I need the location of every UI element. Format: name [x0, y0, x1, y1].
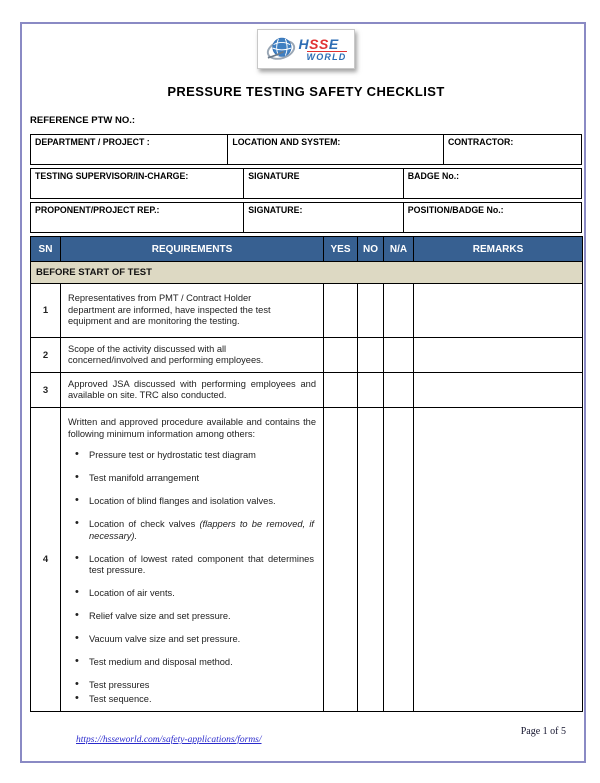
row-3-remarks-cell[interactable] — [414, 373, 583, 408]
header-requirements: REQUIREMENTS — [61, 237, 324, 262]
row-2-requirement: Scope of the activity discussed with all concerned/involved and performing employees. — [61, 338, 324, 373]
row-3-no-cell[interactable] — [358, 373, 384, 408]
row-4-bullet-list — [75, 450, 316, 705]
location-system-field[interactable] — [227, 135, 443, 164]
globe-icon — [266, 35, 296, 63]
position-badge-label: POSITION/BADGE No.: — [407, 205, 504, 215]
header-yes: YES — [324, 237, 358, 262]
row-2-sn: 2 — [31, 338, 61, 373]
page-number: Page 1 of 5 — [520, 726, 566, 737]
header-na: N/A — [384, 237, 414, 262]
list-item: • Vacuum valve size and set pressure. — [75, 634, 316, 646]
list-item: • Test sequence. — [75, 694, 316, 706]
row-3-requirement: Approved JSA discussed with performing employees and available on site. TRC also conducted. — [61, 373, 324, 408]
proponent-signature-field[interactable] — [243, 203, 403, 232]
logo-wordmark — [299, 37, 347, 62]
row-4-na-cell[interactable] — [384, 408, 414, 712]
info-row-supervisor — [30, 168, 582, 199]
list-item: • Location of check valves (flappers to be removed, if necessary). — [75, 519, 316, 542]
row-4-intro: Written and approved procedure available and contains the following minimum information among others: — [68, 417, 316, 439]
list-item: • Test medium and disposal method. — [75, 657, 316, 669]
row-4-yes-cell[interactable] — [324, 408, 358, 712]
row-2-remarks-cell[interactable] — [414, 338, 583, 373]
testing-supervisor-field[interactable] — [31, 169, 243, 198]
checklist-header-row — [31, 237, 583, 262]
list-item: • Location of air vents. — [75, 588, 316, 600]
row-1-remarks-cell[interactable] — [414, 284, 583, 338]
info-row-proponent — [30, 202, 582, 233]
row-1-yes-cell[interactable] — [324, 284, 358, 338]
row-1-no-cell[interactable] — [358, 284, 384, 338]
row-4-remarks-cell[interactable] — [414, 408, 583, 712]
department-project-field[interactable] — [31, 135, 227, 164]
list-item: • Location of lowest rated component that determines test pressure. — [75, 554, 316, 577]
hsse-world-logo — [257, 29, 355, 69]
header-remarks: REMARKS — [414, 237, 583, 262]
row-2-yes-cell[interactable] — [324, 338, 358, 373]
list-item: • Location of blind flanges and isolation valves. — [75, 496, 316, 508]
table-row — [31, 408, 583, 712]
row-3-sn: 3 — [31, 373, 61, 408]
row-4-sn: 4 — [31, 408, 61, 712]
row-1-na-cell[interactable] — [384, 284, 414, 338]
row-4-requirement — [61, 408, 324, 712]
reference-ptw-label: REFERENCE PTW NO.: — [30, 115, 136, 126]
badge-no-field[interactable] — [403, 169, 581, 198]
row-1-requirement: Representatives from PMT / Contract Holder department are informed, have inspected the test equipment and are monitoring the testing. — [61, 284, 324, 338]
logo-hsse-text: HSSE — [298, 35, 339, 52]
page-title: PRESSURE TESTING SAFETY CHECKLIST — [167, 84, 445, 99]
logo-world-text: WORLD — [306, 51, 347, 62]
proponent-rep-field[interactable] — [31, 203, 243, 232]
footer-hyperlink[interactable]: https://hsseworld.com/safety-applications/forms/ — [76, 735, 262, 745]
list-item: • Pressure test or hydrostatic test diagram — [75, 450, 316, 462]
table-row — [31, 284, 583, 338]
section-row — [31, 262, 583, 284]
info-row-department — [30, 134, 582, 165]
supervisor-signature-field[interactable] — [243, 169, 403, 198]
checklist-table — [30, 236, 583, 712]
proponent-rep-label: PROPONENT/PROJECT REP.: — [35, 205, 160, 215]
table-row — [31, 373, 583, 408]
proponent-signature-label: SIGNATURE: — [248, 205, 303, 215]
row-3-na-cell[interactable] — [384, 373, 414, 408]
row-3-yes-cell[interactable] — [324, 373, 358, 408]
list-item: • Test manifold arrangement — [75, 473, 316, 485]
table-row — [31, 338, 583, 373]
header-sn: SN — [31, 237, 61, 262]
row-2-na-cell[interactable] — [384, 338, 414, 373]
list-item: • Relief valve size and set pressure. — [75, 611, 316, 623]
testing-supervisor-label: TESTING SUPERVISOR/IN-CHARGE: — [35, 171, 189, 181]
badge-no-label: BADGE No.: — [407, 171, 460, 181]
row-1-sn: 1 — [31, 284, 61, 338]
supervisor-signature-label: SIGNATURE — [248, 171, 300, 181]
section-title: BEFORE START OF TEST — [31, 262, 583, 284]
contractor-label: CONTRACTOR: — [447, 137, 514, 147]
contractor-field[interactable] — [443, 135, 581, 164]
department-project-label: DEPARTMENT / PROJECT : — [35, 137, 150, 147]
header-no: NO — [358, 237, 384, 262]
row-4-no-cell[interactable] — [358, 408, 384, 712]
position-badge-field[interactable] — [403, 203, 581, 232]
list-item: • Test pressures — [75, 680, 316, 692]
location-system-label: LOCATION AND SYSTEM: — [232, 137, 341, 147]
row-2-no-cell[interactable] — [358, 338, 384, 373]
